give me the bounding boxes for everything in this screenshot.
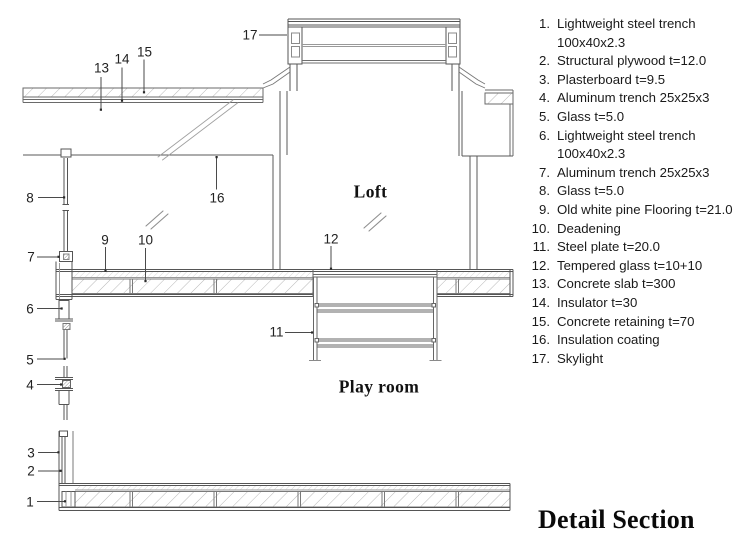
- callout-2: 2: [27, 463, 35, 479]
- skylight: [288, 19, 460, 91]
- legend-item: [530, 257, 748, 276]
- legend-item-text: Lightweight steel trench: [557, 127, 696, 143]
- legend-item-number: 2.: [539, 53, 550, 69]
- callout-14: 14: [114, 51, 130, 67]
- legend: [530, 15, 748, 368]
- legend-item-number: 8.: [539, 183, 550, 199]
- legend-item-text: Glass t=5.0: [557, 183, 625, 199]
- legend-item: [530, 182, 748, 201]
- glass-floor-frame: [309, 275, 442, 361]
- callout-10: 10: [137, 232, 154, 248]
- legend-item-text: Insulator t=30: [557, 294, 638, 310]
- callout-13: 13: [93, 60, 110, 76]
- legend-item-number: 10.: [531, 220, 550, 236]
- legend-item-subtext: 100x40x2.3: [557, 146, 626, 162]
- left-curtain-wall: [55, 149, 73, 511]
- legend-item-number: 3.: [539, 71, 550, 87]
- ceiling-lines: [23, 155, 513, 156]
- callout-11: 11: [269, 324, 284, 340]
- legend-item-number: 11.: [532, 239, 550, 255]
- legend-item-number: 13.: [531, 276, 550, 292]
- legend-item-text: Glass t=5.0: [557, 108, 625, 124]
- legend-item: [530, 52, 748, 71]
- legend-item-text: Concrete retaining t=70: [557, 313, 695, 329]
- callout-16: 16: [209, 190, 225, 206]
- legend-item-number: 6.: [539, 127, 550, 143]
- legend-item-text: Old white pine Flooring t=21.0: [557, 201, 733, 217]
- legend-item-number: 1.: [539, 16, 550, 31]
- loft-walls: [273, 91, 477, 270]
- legend-item-number: 5.: [539, 108, 550, 124]
- callout-1: 1: [26, 494, 34, 509]
- mid-floor: [56, 270, 513, 297]
- callout-15: 15: [136, 44, 153, 59]
- legend-item-text: Skylight: [557, 350, 604, 366]
- legend-item-text: Plasterboard t=9.5: [557, 71, 666, 87]
- legend-item-text: Steel plate t=20.0: [557, 239, 661, 255]
- legend-item: [530, 275, 748, 294]
- callout-12: 12: [323, 231, 339, 246]
- legend-item-number: 16.: [531, 332, 550, 348]
- legend-item-text: Lightweight steel trench: [557, 16, 696, 31]
- drawing-title: Detail Section: [538, 505, 695, 534]
- legend-item-subtext: 100x40x2.3: [557, 34, 626, 50]
- legend-item: [530, 350, 748, 369]
- legend-item: [530, 15, 748, 52]
- roof-slab-right: [485, 90, 513, 156]
- legend-item: [530, 220, 748, 239]
- legend-item-text: Structural plywood t=12.0: [557, 53, 707, 69]
- legend-item: [530, 89, 748, 108]
- legend-item-text: Deadening: [557, 220, 621, 236]
- callout-8: 8: [26, 190, 34, 205]
- legend-item: [530, 331, 748, 350]
- legend-item-number: 7.: [539, 164, 550, 180]
- legend-item-number: 17.: [531, 350, 550, 366]
- legend-item-text: Concrete slab t=300: [557, 276, 676, 292]
- legend-item: [530, 294, 748, 313]
- legend-item: [530, 71, 748, 90]
- legend-item-number: 9.: [539, 201, 550, 217]
- legend-item-number: 15.: [531, 313, 550, 329]
- legend-item: [530, 108, 748, 127]
- legend-item-text: Insulation coating: [557, 332, 660, 348]
- callout-6: 6: [26, 301, 34, 316]
- legend-item-number: 14.: [531, 294, 550, 310]
- callout-7: 7: [27, 249, 35, 265]
- bottom-floor: [59, 484, 510, 511]
- legend-item: [530, 313, 748, 332]
- legend-item: [530, 201, 748, 220]
- legend-item-text: Aluminum trench 25x25x3: [557, 164, 710, 180]
- roof-slab-left: [23, 88, 263, 103]
- legend-item: [530, 127, 748, 164]
- callout-17: 17: [242, 27, 258, 43]
- legend-item: [530, 238, 748, 257]
- legend-item-number: 12.: [531, 257, 550, 273]
- room-label-playroom: Play room: [338, 376, 420, 396]
- callout-9: 9: [101, 232, 109, 247]
- glass-marks: [146, 100, 386, 231]
- legend-item: [530, 164, 748, 183]
- callout-4: 4: [26, 377, 34, 392]
- callout-5: 5: [26, 352, 34, 367]
- room-label-loft: Loft: [353, 181, 388, 202]
- legend-item-number: 4.: [539, 90, 550, 106]
- legend-item-text: Tempered glass t=10+10: [557, 257, 703, 273]
- legend-item-text: Aluminum trench 25x25x3: [557, 90, 710, 106]
- callout-3: 3: [27, 445, 35, 460]
